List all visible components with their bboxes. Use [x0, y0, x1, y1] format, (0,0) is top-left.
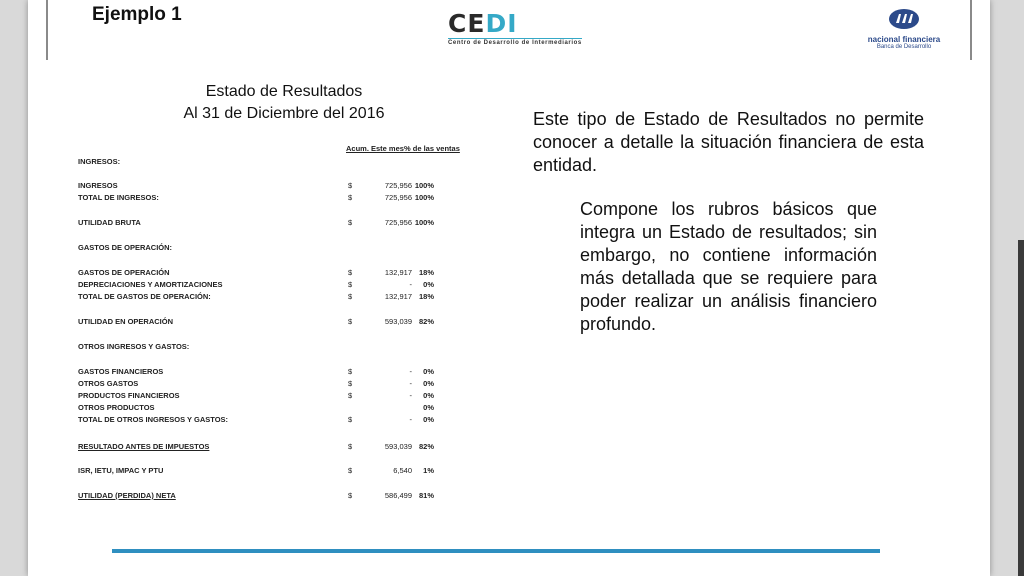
row-label: PRODUCTOS FINANCIEROS	[78, 391, 180, 400]
top-right-divider	[970, 0, 972, 60]
row-currency: $	[348, 181, 353, 190]
row-amount: 725,956	[384, 181, 412, 190]
nafin-name: nacional financiera	[867, 35, 941, 44]
column-header-amount: Acum. Este mes	[346, 144, 404, 153]
row-currency: $	[348, 292, 353, 301]
row-currency: $	[348, 268, 353, 277]
cedi-logo	[448, 10, 582, 46]
row-currency: $	[348, 415, 353, 424]
row-percent: 0%	[423, 379, 434, 388]
nafin-emblem-icon	[888, 8, 920, 30]
row-currency: $	[348, 193, 353, 202]
row-label: OTROS PRODUCTOS	[78, 403, 155, 412]
statement-title-line1: Estado de Resultados	[205, 83, 363, 100]
top-left-divider	[46, 0, 48, 60]
row-amount: -	[409, 391, 412, 400]
row-percent: 0%	[423, 415, 434, 424]
row-label: GASTOS DE OPERACIÓN	[78, 268, 170, 277]
row-percent: 81%	[418, 491, 434, 500]
table-row	[76, 403, 476, 413]
row-percent: 82%	[418, 317, 434, 326]
row-currency: $	[348, 317, 353, 326]
row-percent: 0%	[423, 403, 434, 412]
table-row	[76, 379, 476, 389]
row-amount: 132,917	[384, 268, 412, 277]
row-amount: 586,499	[384, 491, 412, 500]
table-row	[76, 415, 476, 425]
cedi-tagline: Centro de Desarrollo de Intermediarios	[448, 40, 582, 46]
row-label: OTROS INGRESOS Y GASTOS:	[78, 342, 190, 351]
description-paragraph-2: Compone los rubros básicos que integra un Estado de resultados; sin embargo, no contiene información más detallada que se requiere para poder realizar un análisis financiero profundo.	[580, 199, 877, 334]
row-percent: 82%	[418, 442, 434, 451]
row-label: TOTAL DE OTROS INGRESOS Y GASTOS:	[78, 415, 229, 424]
row-currency: $	[348, 379, 353, 388]
row-currency: $	[348, 491, 353, 500]
table-row	[76, 367, 476, 377]
row-percent: 100%	[414, 181, 434, 190]
row-currency: $	[348, 466, 353, 475]
table-row	[76, 466, 476, 476]
row-label: UTILIDAD EN OPERACIÓN	[78, 317, 174, 326]
bottom-accent-bar	[112, 549, 880, 553]
row-currency: $	[348, 367, 353, 376]
table-row	[76, 268, 476, 278]
row-percent: 0%	[423, 391, 434, 400]
statement-title-line2: Al 31 de Diciembre del 2016	[183, 105, 385, 122]
row-label: UTILIDAD BRUTA	[78, 218, 141, 227]
row-percent: 100%	[414, 218, 434, 227]
table-row	[76, 342, 476, 352]
row-amount: 725,956	[384, 193, 412, 202]
table-row	[76, 317, 476, 327]
row-amount: 725,956	[384, 218, 412, 227]
row-label: ISR, IETU, IMPAC Y PTU	[78, 466, 164, 475]
row-label: GASTOS FINANCIEROS	[78, 367, 164, 376]
column-header-percent: % de las ventas	[404, 144, 460, 153]
row-label: TOTAL DE GASTOS DE OPERACIÓN:	[78, 292, 211, 301]
row-percent: 18%	[418, 292, 434, 301]
row-percent: 0%	[423, 367, 434, 376]
row-amount: -	[409, 415, 412, 424]
row-label: INGRESOS	[78, 181, 118, 190]
row-amount: 593,039	[384, 317, 412, 326]
row-amount: -	[409, 280, 412, 289]
right-edge-strip	[1018, 240, 1024, 576]
table-row	[76, 280, 476, 290]
row-label: INGRESOS:	[78, 157, 121, 166]
table-row	[76, 292, 476, 302]
nafin-logo	[858, 8, 950, 51]
description-paragraph-1: Este tipo de Estado de Resultados no permite conocer a detalle la situación financiera de esta entidad.	[533, 109, 924, 175]
row-percent: 100%	[414, 193, 434, 202]
table-row	[76, 391, 476, 401]
statement-title	[150, 81, 418, 125]
row-percent: 1%	[423, 466, 434, 475]
cedi-logo-letters: CEDI	[448, 9, 518, 38]
table-row	[76, 218, 476, 228]
row-label: GASTOS DE OPERACIÓN:	[78, 243, 173, 252]
row-amount: 132,917	[384, 292, 412, 301]
row-label: TOTAL DE INGRESOS:	[78, 193, 159, 202]
row-amount: -	[409, 367, 412, 376]
row-percent: 0%	[423, 280, 434, 289]
row-label: RESULTADO ANTES DE IMPUESTOS	[78, 442, 210, 451]
table-row	[76, 442, 476, 452]
row-amount: -	[409, 379, 412, 388]
row-currency: $	[348, 218, 353, 227]
row-amount: 593,039	[384, 442, 412, 451]
row-percent: 18%	[418, 268, 434, 277]
row-currency: $	[348, 391, 353, 400]
row-amount: 6,540	[393, 466, 412, 475]
table-row	[76, 491, 476, 501]
example-title: Ejemplo 1	[92, 4, 182, 25]
row-label: OTROS GASTOS	[78, 379, 139, 388]
nafin-subtitle: Banca de Desarrollo	[876, 44, 932, 50]
row-label: DEPRECIACIONES Y AMORTIZACIONES	[78, 280, 223, 289]
table-row	[76, 193, 476, 203]
table-row	[76, 157, 476, 167]
table-row	[76, 181, 476, 191]
row-label: UTILIDAD (PERDIDA) NETA	[78, 491, 176, 500]
row-currency: $	[348, 442, 353, 451]
row-currency: $	[348, 280, 353, 289]
table-row	[76, 243, 476, 253]
